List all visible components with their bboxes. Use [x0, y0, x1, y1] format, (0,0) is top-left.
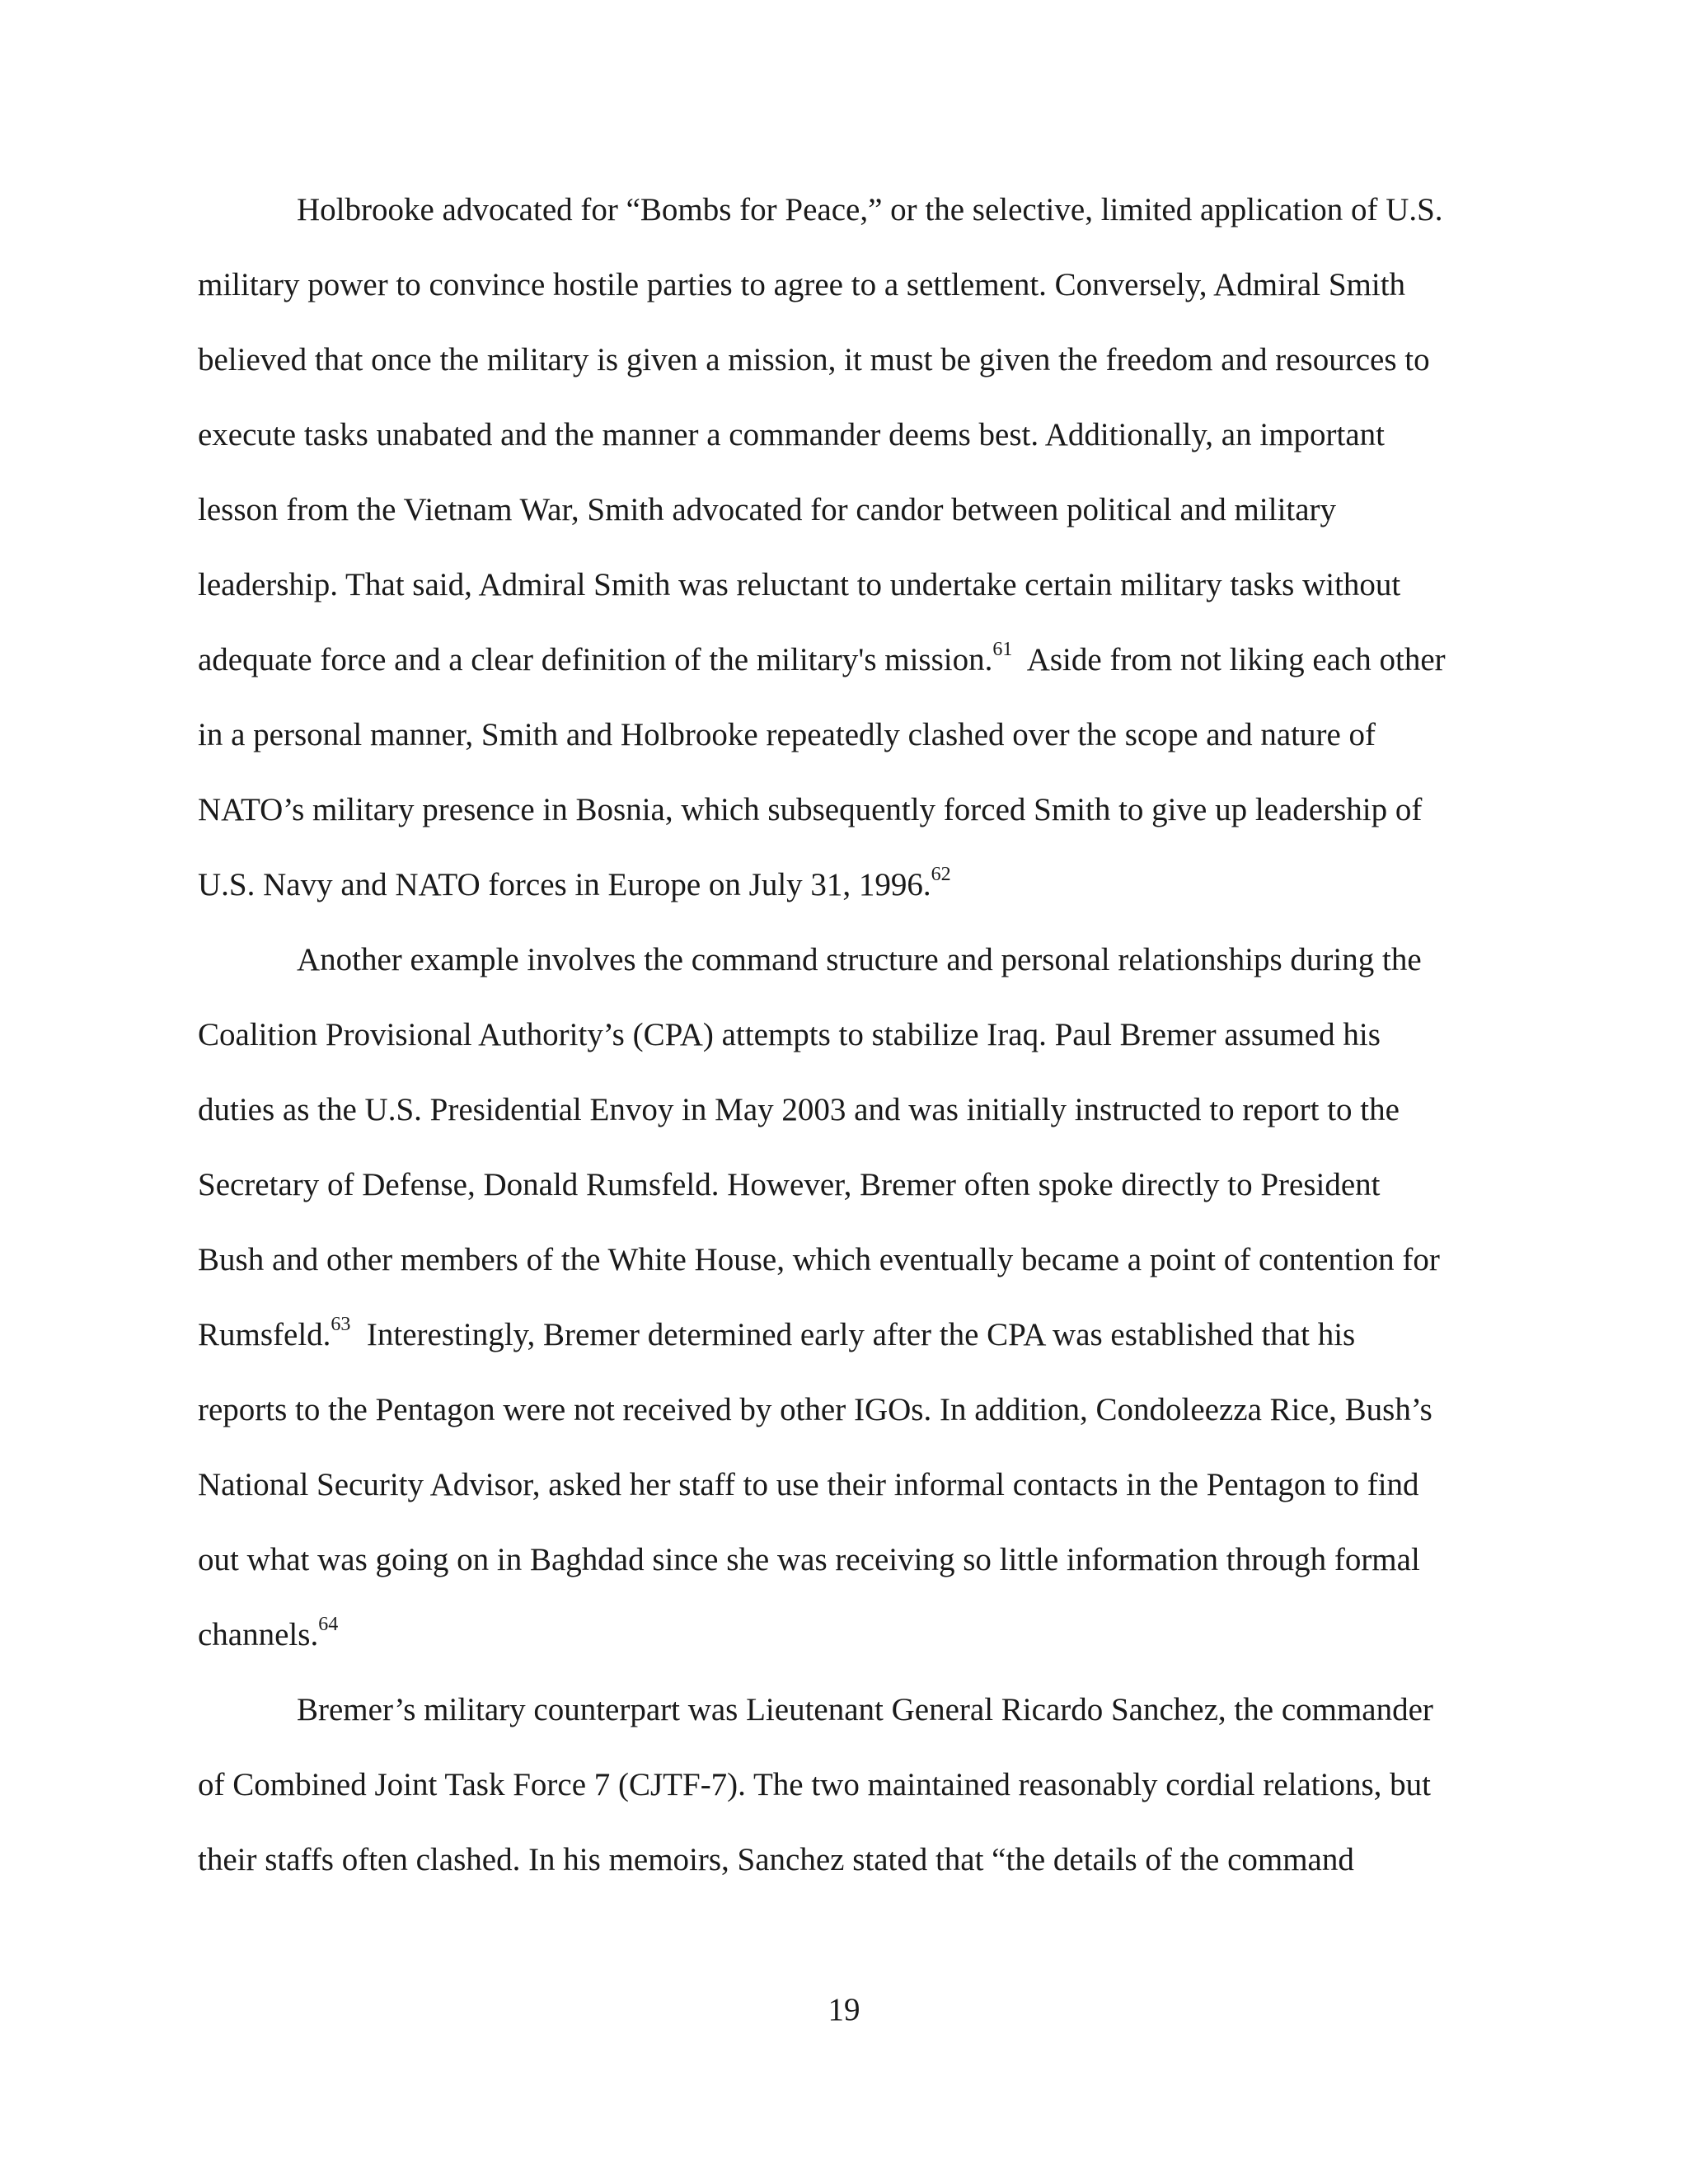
text-line: out what was going on in Baghdad since she was receiving so little information through formal — [198, 1542, 1420, 1577]
text-line: duties as the U.S. Presidential Envoy in May 2003 and was initially instructed to report to the — [198, 1092, 1400, 1127]
text-line: National Security Advisor, asked her staff to use their informal contacts in the Pentagon to find — [198, 1467, 1419, 1502]
text-line: Coalition Provisional Authority’s (CPA) attempts to stabilize Iraq. Paul Bremer assumed his — [198, 1017, 1381, 1052]
text-line: Secretary of Defense, Donald Rumsfeld. However, Bremer often spoke directly to President — [198, 1167, 1381, 1202]
text-line: of Combined Joint Task Force 7 (CJTF-7). The two maintained reasonably cordial relations, but — [198, 1767, 1431, 1802]
text-line: execute tasks unabated and the manner a commander deems best. Additionally, an important — [198, 417, 1386, 452]
footnote-ref-63: 63 — [331, 1314, 351, 1335]
text-line: NATO’s military presence in Bosnia, which subsequently forced Smith to give up leadership of — [198, 792, 1423, 827]
text-line: Another example involves the command structure and personal relationships during the — [297, 942, 1422, 977]
text-line: lesson from the Vietnam War, Smith advocated for candor between political and military — [198, 492, 1337, 527]
text-line: believed that once the military is given a mission, it must be given the freedom and resources to — [198, 342, 1430, 377]
text-line: military power to convince hostile parties to agree to a settlement. Conversely, Admiral Smith — [198, 267, 1406, 302]
text-line: adequate force and a clear definition of the military's mission.$^{61}$ Aside from not liking each other — [198, 639, 1446, 677]
text-line: leadership. That said, Admiral Smith was reluctant to undertake certain military tasks without — [198, 567, 1401, 602]
text-line: Bush and other members of the White House, which eventually became a point of contention for — [198, 1242, 1440, 1277]
text-line: U.S. Navy and NATO forces in Europe on July 31, 1996.62 — [198, 864, 951, 902]
page-number: 19 — [828, 1992, 860, 2027]
text-line: Holbrooke advocated for “Bombs for Peace,” or the selective, limited application of U.S. — [297, 192, 1443, 227]
text-line: in a personal manner, Smith and Holbrooke repeatedly clashed over the scope and nature of — [198, 717, 1376, 752]
footnote-ref-61: 61 — [992, 639, 1013, 660]
text-line: their staffs often clashed. In his memoirs, Sanchez stated that “the details of the command — [198, 1842, 1354, 1877]
text-line: reports to the Pentagon were not received by other IGOs. In addition, Condoleezza Rice, Bush’s — [198, 1392, 1432, 1427]
text-line: channels.$^{64}$ — [198, 1614, 339, 1652]
footnote-ref-64: 64 — [318, 1614, 339, 1635]
text-line: Rumsfeld.$^{63}$ Interestingly, Bremer determined early after the CPA was established that his — [198, 1314, 1356, 1352]
text-line: Bremer’s military counterpart was Lieutenant General Ricardo Sanchez, the commander — [297, 1692, 1433, 1727]
footnote-ref-62: 62 — [931, 864, 951, 885]
